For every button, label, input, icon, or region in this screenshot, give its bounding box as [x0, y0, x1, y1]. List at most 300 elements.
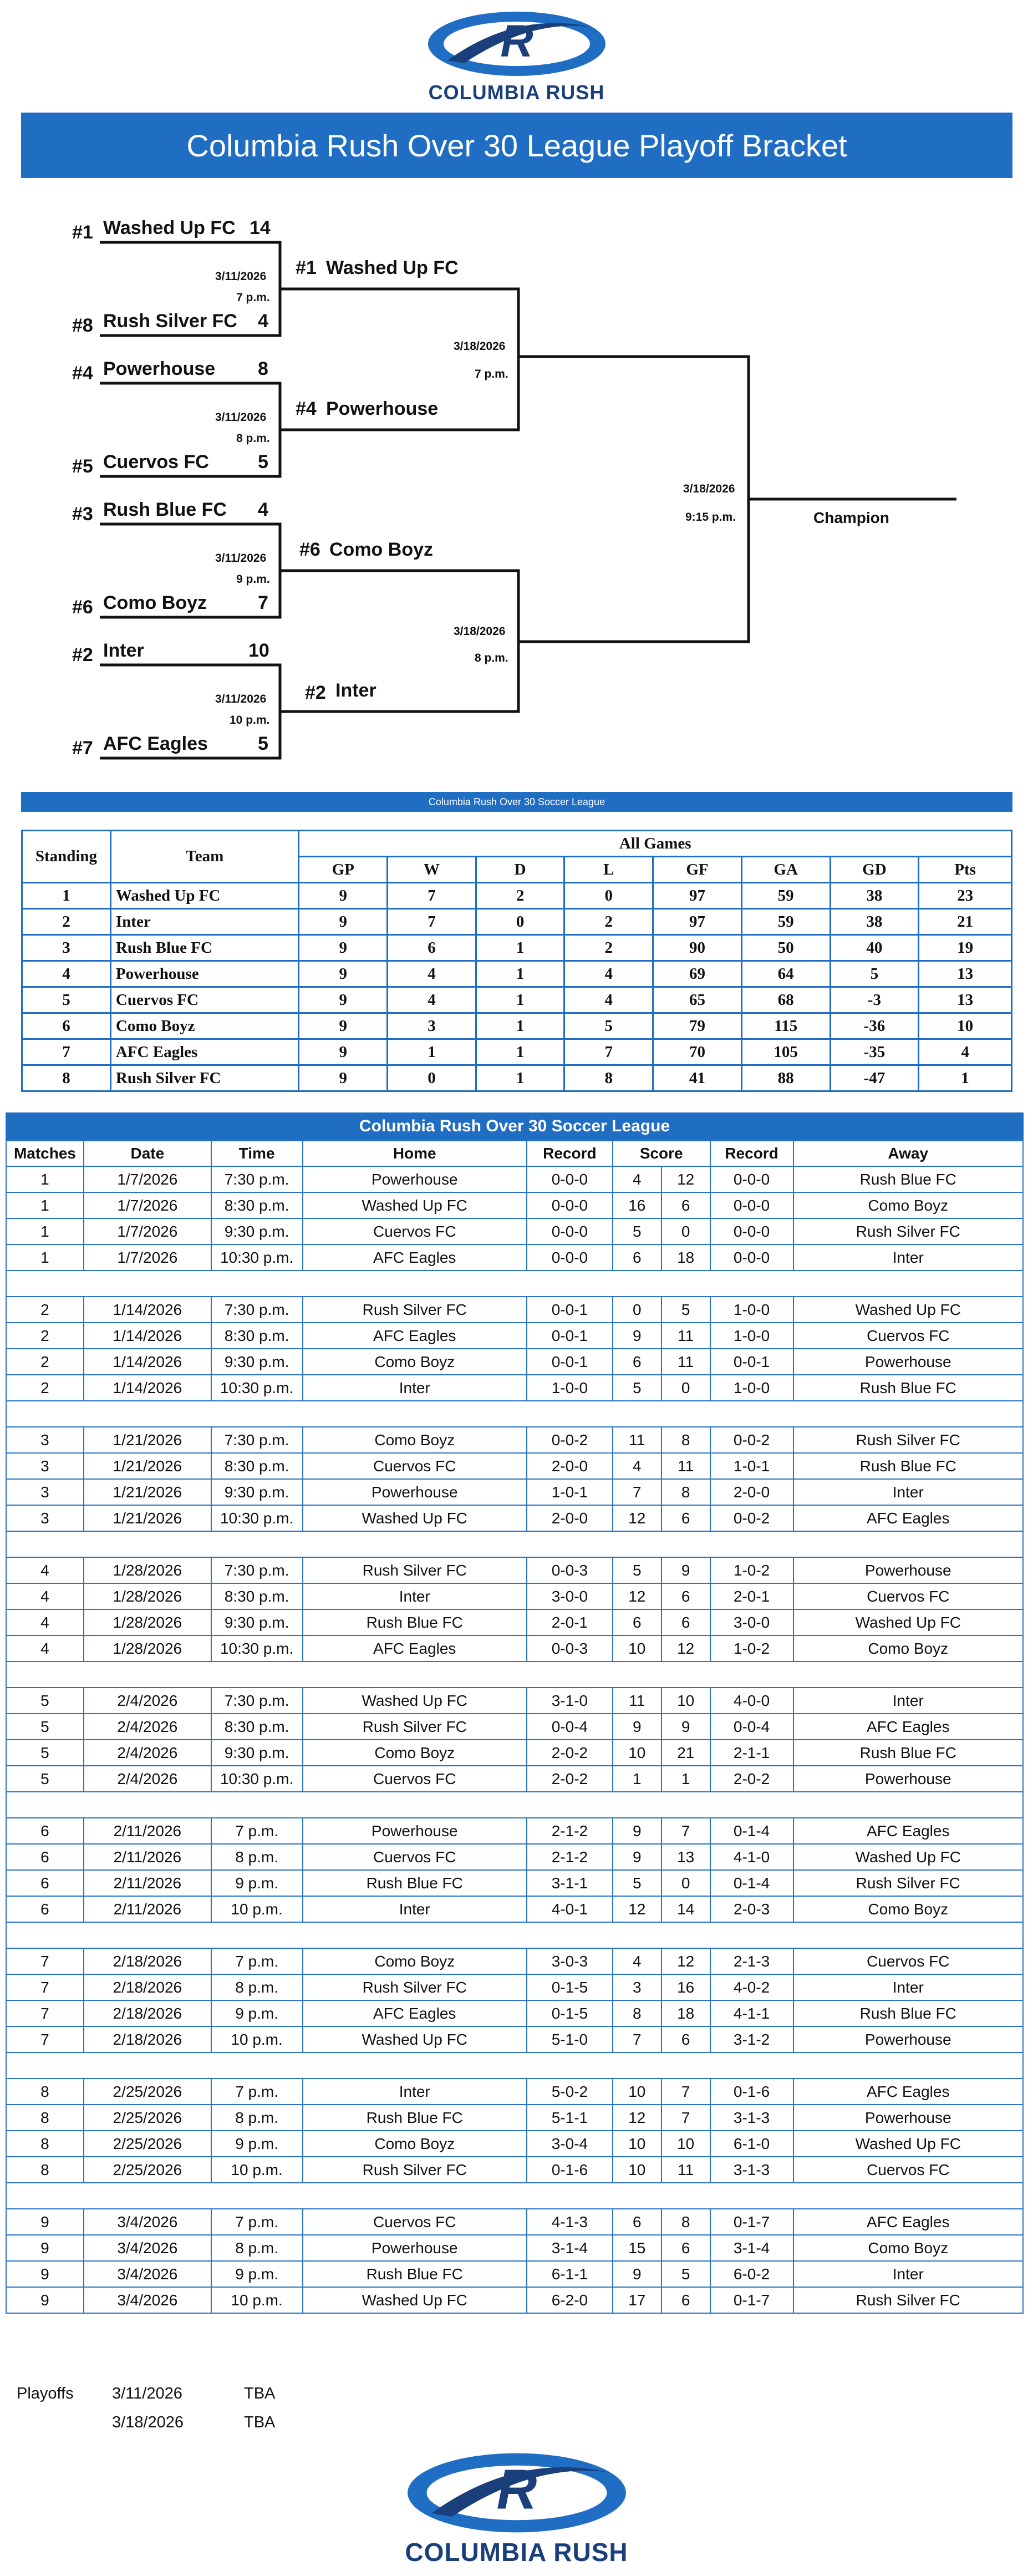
bracket-team: Washed Up FC [103, 217, 236, 238]
schedule-cell: 0-1-7 [710, 2287, 793, 2313]
col-header: Away [793, 1141, 1024, 1166]
schedule-cell: Rush Blue FC [793, 1740, 1024, 1766]
logo-text: COLUMBIA RUSH [405, 2538, 628, 2567]
schedule-cell: Como Boyz [793, 1635, 1024, 1662]
schedule-cell: 5 [6, 1766, 84, 1792]
schedule-cell: 9 [6, 2261, 84, 2287]
schedule-cell: 12 [613, 1896, 661, 1922]
standings-row [22, 1013, 1012, 1039]
schedule-cell: 8 [6, 2131, 84, 2157]
week-spacer [6, 1531, 1023, 1557]
schedule-cell: Powerhouse [303, 1479, 527, 1505]
schedule-cell: Washed Up FC [303, 1688, 527, 1714]
schedule-cell: 8:30 p.m. [211, 1453, 303, 1479]
schedule-cell: 1 [661, 1766, 710, 1792]
standings-cell: 115 [741, 1013, 830, 1039]
standings-cell: -3 [830, 987, 919, 1013]
schedule-cell: 1-0-0 [527, 1375, 613, 1401]
table-row [6, 1688, 1023, 1714]
bracket-team: Como Boyz [103, 592, 207, 613]
standings-cell: 38 [830, 883, 919, 909]
schedule-cell: 2-0-2 [527, 1740, 613, 1766]
schedule-cell: 8 [661, 1479, 710, 1505]
schedule-cell: 9:30 p.m. [211, 1479, 303, 1505]
bracket-team: Como Boyz [329, 539, 433, 560]
schedule-cell: 1/7/2026 [84, 1244, 211, 1271]
schedule-cell: 7 p.m. [211, 2209, 303, 2235]
schedule-cell: 6 [6, 1896, 84, 1922]
standings-cell: 1 [476, 1065, 564, 1091]
table-row [6, 2235, 1023, 2261]
schedule-cell: 4 [6, 1609, 84, 1635]
schedule-cell: Inter [793, 1688, 1024, 1714]
schedule-cell: 1/14/2026 [84, 1349, 211, 1375]
schedule-caption: Columbia Rush Over 30 Soccer League [6, 1112, 1024, 1140]
playoff-status: TBA [244, 2414, 276, 2431]
table-row [6, 1505, 1023, 1531]
standings-cell: 2 [22, 909, 111, 935]
schedule-cell: Inter [793, 2261, 1024, 2287]
schedule-cell: 5 [613, 1557, 661, 1583]
schedule-cell: 8:30 p.m. [211, 1323, 303, 1349]
game-date: 3/18/2026 [683, 482, 735, 495]
standings-cell: 4 [22, 961, 111, 987]
schedule-cell: Rush Silver FC [303, 1557, 527, 1583]
schedule-cell: 17 [613, 2287, 661, 2313]
schedule-cell: 3-0-3 [527, 1948, 613, 1974]
standings-cell: 21 [919, 909, 1012, 935]
standings-cell: 9 [299, 935, 388, 961]
schedule-cell: 11 [613, 1427, 661, 1453]
schedule-cell: 10:30 p.m. [211, 1244, 303, 1271]
schedule-cell: Washed Up FC [793, 1844, 1024, 1870]
schedule-cell: 12 [613, 1583, 661, 1609]
standings-cell: 64 [741, 961, 830, 987]
schedule-cell: 4-0-1 [527, 1896, 613, 1922]
schedule-cell: 4-0-2 [710, 1974, 793, 2000]
schedule-cell: 1-0-2 [710, 1557, 793, 1583]
schedule-cell: 11 [661, 1349, 710, 1375]
schedule-cell: Como Boyz [303, 1948, 527, 1974]
standings-cell: 59 [741, 909, 830, 935]
bracket-seed: #4 [72, 363, 93, 384]
schedule-cell: 7:30 p.m. [211, 1557, 303, 1583]
schedule-cell: 18 [661, 2000, 710, 2026]
schedule-cell: 2/25/2026 [84, 2157, 211, 2183]
standings-cell: 1 [476, 961, 564, 987]
schedule-cell: 3 [6, 1505, 84, 1531]
standings-cell: 3 [22, 935, 111, 961]
schedule-cell: 10 [613, 1635, 661, 1662]
col-header: Standing [22, 831, 111, 883]
schedule-cell: 8 p.m. [211, 1974, 303, 2000]
page-title: Columbia Rush Over 30 League Playoff Bracket [21, 113, 1012, 178]
standings-cell: 8 [564, 1065, 653, 1091]
week-spacer [6, 2052, 1023, 2079]
schedule-cell: 12 [613, 1505, 661, 1531]
schedule-cell: 6-1-1 [527, 2261, 613, 2287]
standings-cell: 6 [388, 935, 476, 961]
standings-cell: 9 [299, 883, 388, 909]
standings-cell: 1 [476, 1039, 564, 1065]
schedule-cell: 7 [661, 1818, 710, 1844]
standings-cell: 1 [22, 883, 111, 909]
table-row [6, 2287, 1023, 2313]
schedule-cell: 0-0-2 [710, 1427, 793, 1453]
table-row [6, 2105, 1023, 2131]
table-row [6, 1870, 1023, 1896]
schedule-cell: 16 [613, 1192, 661, 1218]
schedule-cell: Como Boyz [303, 1427, 527, 1453]
standings-cell: 88 [741, 1065, 830, 1091]
standings-cell: 9 [299, 1039, 388, 1065]
schedule-cell: 7:30 p.m. [211, 1427, 303, 1453]
schedule-cell: AFC Eagles [793, 1505, 1024, 1531]
schedule-cell: 3-1-2 [710, 2026, 793, 2052]
team-cell: Rush Silver FC [110, 1065, 299, 1091]
schedule-cell: 8:30 p.m. [211, 1192, 303, 1218]
game-time: 8 p.m. [236, 432, 270, 445]
schedule-cell: 10:30 p.m. [211, 1766, 303, 1792]
schedule-cell: 0 [661, 1218, 710, 1244]
rush-logo-icon [395, 2448, 639, 2537]
schedule-cell: 8 p.m. [211, 2235, 303, 2261]
schedule-cell: 2/25/2026 [84, 2131, 211, 2157]
schedule-cell: 0-0-0 [710, 1166, 793, 1192]
schedule-cell: 6 [661, 2235, 710, 2261]
schedule-cell: 5-1-0 [527, 2026, 613, 2052]
bracket-seed: #8 [72, 315, 93, 336]
schedule-cell: 2/4/2026 [84, 1688, 211, 1714]
standings-row [22, 883, 1012, 909]
schedule-cell: 9 [613, 1844, 661, 1870]
standings-cell: 5 [22, 987, 111, 1013]
playoff-bracket [0, 189, 1033, 776]
schedule-cell: 5 [6, 1688, 84, 1714]
schedule-cell: 2/25/2026 [84, 2105, 211, 2131]
schedule-cell: 0-1-5 [527, 1974, 613, 2000]
standings-cell: 0 [388, 1065, 476, 1091]
schedule-cell: 8 [6, 2105, 84, 2131]
schedule-cell: 6 [661, 2287, 710, 2313]
game-date: 3/11/2026 [215, 270, 267, 283]
schedule-cell: 9 [613, 1714, 661, 1740]
standings-cell: 8 [22, 1065, 111, 1091]
playoff-status: TBA [244, 2385, 276, 2402]
schedule-cell: Powerhouse [793, 2105, 1024, 2131]
bracket-seed: #3 [72, 504, 93, 525]
schedule-cell: 8:30 p.m. [211, 1583, 303, 1609]
table-row [6, 2131, 1023, 2157]
schedule-cell: 2/18/2026 [84, 2026, 211, 2052]
table-row [6, 2000, 1023, 2026]
schedule-cell: 2-0-1 [710, 1583, 793, 1609]
standings-cell: 1 [476, 987, 564, 1013]
schedule-cell: 2-0-0 [710, 1479, 793, 1505]
standings-cell: 68 [741, 987, 830, 1013]
table-row [6, 1427, 1023, 1453]
schedule-cell: 12 [661, 1635, 710, 1662]
schedule-cell: Washed Up FC [793, 1297, 1024, 1323]
schedule-cell: Cuervos FC [303, 1218, 527, 1244]
schedule-cell: Cuervos FC [793, 1323, 1024, 1349]
table-row [6, 2157, 1023, 2183]
logo-top [425, 8, 608, 104]
schedule-cell: 8:30 p.m. [211, 1714, 303, 1740]
schedule-cell: 3 [6, 1453, 84, 1479]
schedule-cell: 0-0-2 [710, 1505, 793, 1531]
schedule-cell: 11 [661, 2157, 710, 2183]
standings-cell: 7 [564, 1039, 653, 1065]
schedule-cell: 0-0-1 [527, 1323, 613, 1349]
schedule-cell: Powerhouse [793, 2026, 1024, 2052]
schedule-cell: 18 [661, 1244, 710, 1271]
schedule-cell: 7 p.m. [211, 1948, 303, 1974]
bracket-seed: #6 [72, 597, 93, 618]
schedule-cell: AFC Eagles [303, 1323, 527, 1349]
schedule-cell: 2-1-2 [527, 1818, 613, 1844]
schedule-cell: 2 [6, 1323, 84, 1349]
standings-cell: -47 [830, 1065, 919, 1091]
schedule-cell: 7:30 p.m. [211, 1688, 303, 1714]
table-row [6, 1323, 1023, 1349]
standings-row [22, 909, 1012, 935]
standings-cell: 7 [388, 883, 476, 909]
standings-cell: 6 [22, 1013, 111, 1039]
schedule-cell: 2-0-2 [710, 1766, 793, 1792]
schedule-cell: 1/28/2026 [84, 1609, 211, 1635]
schedule-cell: AFC Eagles [303, 1635, 527, 1662]
standings-cell: 70 [653, 1039, 742, 1065]
schedule-cell: 6 [613, 2209, 661, 2235]
schedule-cell: AFC Eagles [793, 2209, 1024, 2235]
schedule-cell: 1/7/2026 [84, 1192, 211, 1218]
bracket-score: 4 [258, 311, 268, 332]
schedule-cell: 6 [6, 1818, 84, 1844]
schedule-cell: 0-0-1 [527, 1349, 613, 1375]
schedule-cell: 2/18/2026 [84, 2000, 211, 2026]
bracket-score: 5 [258, 733, 268, 754]
schedule-cell: AFC Eagles [303, 1244, 527, 1271]
schedule-cell: Rush Blue FC [303, 1870, 527, 1896]
schedule-cell: 2/4/2026 [84, 1740, 211, 1766]
table-row [6, 1609, 1023, 1635]
schedule-cell: 0-0-1 [710, 1349, 793, 1375]
schedule-cell: 3-1-1 [527, 1870, 613, 1896]
schedule-cell: Rush Blue FC [793, 1166, 1024, 1192]
schedule-cell: 10 p.m. [211, 1896, 303, 1922]
schedule-cell: 1-0-0 [710, 1375, 793, 1401]
schedule-cell: 7:30 p.m. [211, 1297, 303, 1323]
schedule-cell: 10 p.m. [211, 2026, 303, 2052]
table-row [6, 1818, 1023, 1844]
schedule-cell: 2/11/2026 [84, 1844, 211, 1870]
table-row [6, 1974, 1023, 2000]
schedule-cell: 12 [661, 1166, 710, 1192]
schedule-cell: 1 [6, 1192, 84, 1218]
standings-cell: 10 [919, 1013, 1012, 1039]
table-row [6, 2079, 1023, 2105]
bracket-team: Cuervos FC [103, 451, 209, 472]
schedule-cell: AFC Eagles [793, 2079, 1024, 2105]
schedule-cell: 5 [613, 1218, 661, 1244]
schedule-cell: 0-0-0 [527, 1218, 613, 1244]
schedule-cell: Rush Silver FC [793, 1427, 1024, 1453]
game-date: 3/11/2026 [215, 411, 267, 424]
game-time: 7 p.m. [475, 368, 508, 380]
schedule-cell: 4 [613, 1166, 661, 1192]
schedule-cell: 3 [6, 1427, 84, 1453]
schedule-cell: 2 [6, 1297, 84, 1323]
schedule-cell: 0-0-0 [710, 1218, 793, 1244]
game-time: 9 p.m. [236, 573, 270, 586]
schedule-cell: 4 [6, 1557, 84, 1583]
schedule-cell: 3-1-4 [527, 2235, 613, 2261]
schedule-cell: 12 [661, 1948, 710, 1974]
schedule-cell: 3-1-0 [527, 1688, 613, 1714]
col-header: Time [211, 1141, 303, 1166]
schedule-cell: Rush Blue FC [303, 2261, 527, 2287]
table-row [6, 1948, 1023, 1974]
schedule-cell: 5-1-1 [527, 2105, 613, 2131]
table-row [6, 1297, 1023, 1323]
schedule-cell: 1/21/2026 [84, 1453, 211, 1479]
schedule-cell: 0-0-3 [527, 1557, 613, 1583]
table-row [6, 1453, 1023, 1479]
schedule-cell: 10 [613, 2079, 661, 2105]
schedule-cell: 11 [661, 1323, 710, 1349]
bracket-seed: #1 [72, 222, 93, 243]
schedule-cell: 6 [661, 1583, 710, 1609]
schedule-cell: 8 [613, 2000, 661, 2026]
schedule-cell: 5 [661, 2261, 710, 2287]
bracket-team: Washed Up FC [326, 257, 459, 278]
schedule-cell: Como Boyz [793, 1192, 1024, 1218]
col-header: Date [84, 1141, 211, 1166]
schedule-cell: 0 [661, 1375, 710, 1401]
schedule-cell: 0-1-6 [527, 2157, 613, 2183]
schedule-cell: 1 [6, 1218, 84, 1244]
schedule-cell: 2-0-1 [527, 1609, 613, 1635]
schedule-cell: 6-1-0 [710, 2131, 793, 2157]
standings-cell: 38 [830, 909, 919, 935]
schedule-cell: Inter [303, 2079, 527, 2105]
schedule-cell: 4-1-0 [710, 1844, 793, 1870]
standings-cell: 0 [564, 883, 653, 909]
schedule-cell: 0-0-4 [710, 1714, 793, 1740]
schedule-cell: 9 [6, 2209, 84, 2235]
col-header: Record [710, 1141, 793, 1166]
champion-label: Champion [813, 509, 889, 526]
game-time: 10 p.m. [230, 714, 270, 726]
schedule-cell: 15 [613, 2235, 661, 2261]
schedule-cell: 10 [661, 2131, 710, 2157]
schedule-cell: 7 [6, 1948, 84, 1974]
schedule-cell: 2/25/2026 [84, 2079, 211, 2105]
team-cell: Washed Up FC [110, 883, 299, 909]
standings-cell: 9 [299, 909, 388, 935]
schedule-cell: Washed Up FC [303, 2287, 527, 2313]
standings-cell: 59 [741, 883, 830, 909]
schedule-cell: 5 [613, 1870, 661, 1896]
table-row [6, 1635, 1023, 1662]
schedule-cell: 1-0-1 [710, 1453, 793, 1479]
bracket-seed: #7 [72, 738, 93, 759]
col-header: GF [653, 857, 742, 883]
schedule-cell: 7:30 p.m. [211, 1166, 303, 1192]
schedule-cell: 0-0-0 [527, 1166, 613, 1192]
schedule-cell: 10 p.m. [211, 2157, 303, 2183]
schedule-cell: Powerhouse [303, 1818, 527, 1844]
schedule-cell: Rush Silver FC [793, 1218, 1024, 1244]
standings-row [22, 1039, 1012, 1065]
schedule-cell: 2/4/2026 [84, 1766, 211, 1792]
schedule-cell: 2/4/2026 [84, 1714, 211, 1740]
schedule-cell: 1/28/2026 [84, 1583, 211, 1609]
schedule-cell: Cuervos FC [303, 1453, 527, 1479]
schedule-cell: 10:30 p.m. [211, 1505, 303, 1531]
schedule-cell: 7 [6, 2026, 84, 2052]
schedule-cell: 9 [6, 2287, 84, 2313]
game-time: 7 p.m. [236, 291, 270, 304]
schedule-cell: 6 [661, 1505, 710, 1531]
bracket-score: 8 [258, 358, 268, 379]
bracket-seed: #4 [296, 398, 317, 419]
bracket-lines [0, 189, 1033, 776]
schedule-cell: 0-0-2 [527, 1427, 613, 1453]
schedule-cell: AFC Eagles [793, 1818, 1024, 1844]
schedule-cell: 10 p.m. [211, 2287, 303, 2313]
rush-logo-icon [425, 8, 608, 80]
schedule-cell: Rush Silver FC [793, 2287, 1024, 2313]
standings-cell: 40 [830, 935, 919, 961]
standings-cell: 65 [653, 987, 742, 1013]
col-header: Home [303, 1141, 527, 1166]
col-header: Pts [919, 857, 1012, 883]
schedule-cell: Inter [793, 1479, 1024, 1505]
standings-cell: 23 [919, 883, 1012, 909]
schedule-cell: 3 [613, 1974, 661, 2000]
table-row [6, 2261, 1023, 2287]
schedule-cell: 10 [613, 2131, 661, 2157]
schedule-cell: 2/18/2026 [84, 1974, 211, 2000]
schedule-cell: 0-0-0 [527, 1192, 613, 1218]
schedule-cell: Cuervos FC [303, 2209, 527, 2235]
schedule-cell: 3-0-4 [527, 2131, 613, 2157]
schedule-cell: 2/11/2026 [84, 1896, 211, 1922]
schedule-cell: Washed Up FC [303, 1505, 527, 1531]
schedule-cell: 12 [613, 2105, 661, 2131]
schedule-cell: 4 [6, 1635, 84, 1662]
standings-cell: 79 [653, 1013, 742, 1039]
schedule-cell: 1/21/2026 [84, 1479, 211, 1505]
schedule-cell: 1-0-1 [527, 1479, 613, 1505]
schedule-cell: 0-1-4 [710, 1818, 793, 1844]
col-header: W [388, 857, 476, 883]
standings-cell: -35 [830, 1039, 919, 1065]
standings-row [22, 935, 1012, 961]
logo-bottom [395, 2448, 639, 2567]
game-date: 3/18/2026 [454, 340, 506, 353]
schedule-cell: 10:30 p.m. [211, 1635, 303, 1662]
game-date: 3/18/2026 [454, 625, 506, 638]
schedule-cell: 1-0-2 [710, 1635, 793, 1662]
schedule-cell: 7 [6, 1974, 84, 2000]
standings-cell: 105 [741, 1039, 830, 1065]
standings-cell: 5 [830, 961, 919, 987]
schedule-cell: 2-1-2 [527, 1844, 613, 1870]
schedule-cell: Rush Blue FC [793, 1453, 1024, 1479]
